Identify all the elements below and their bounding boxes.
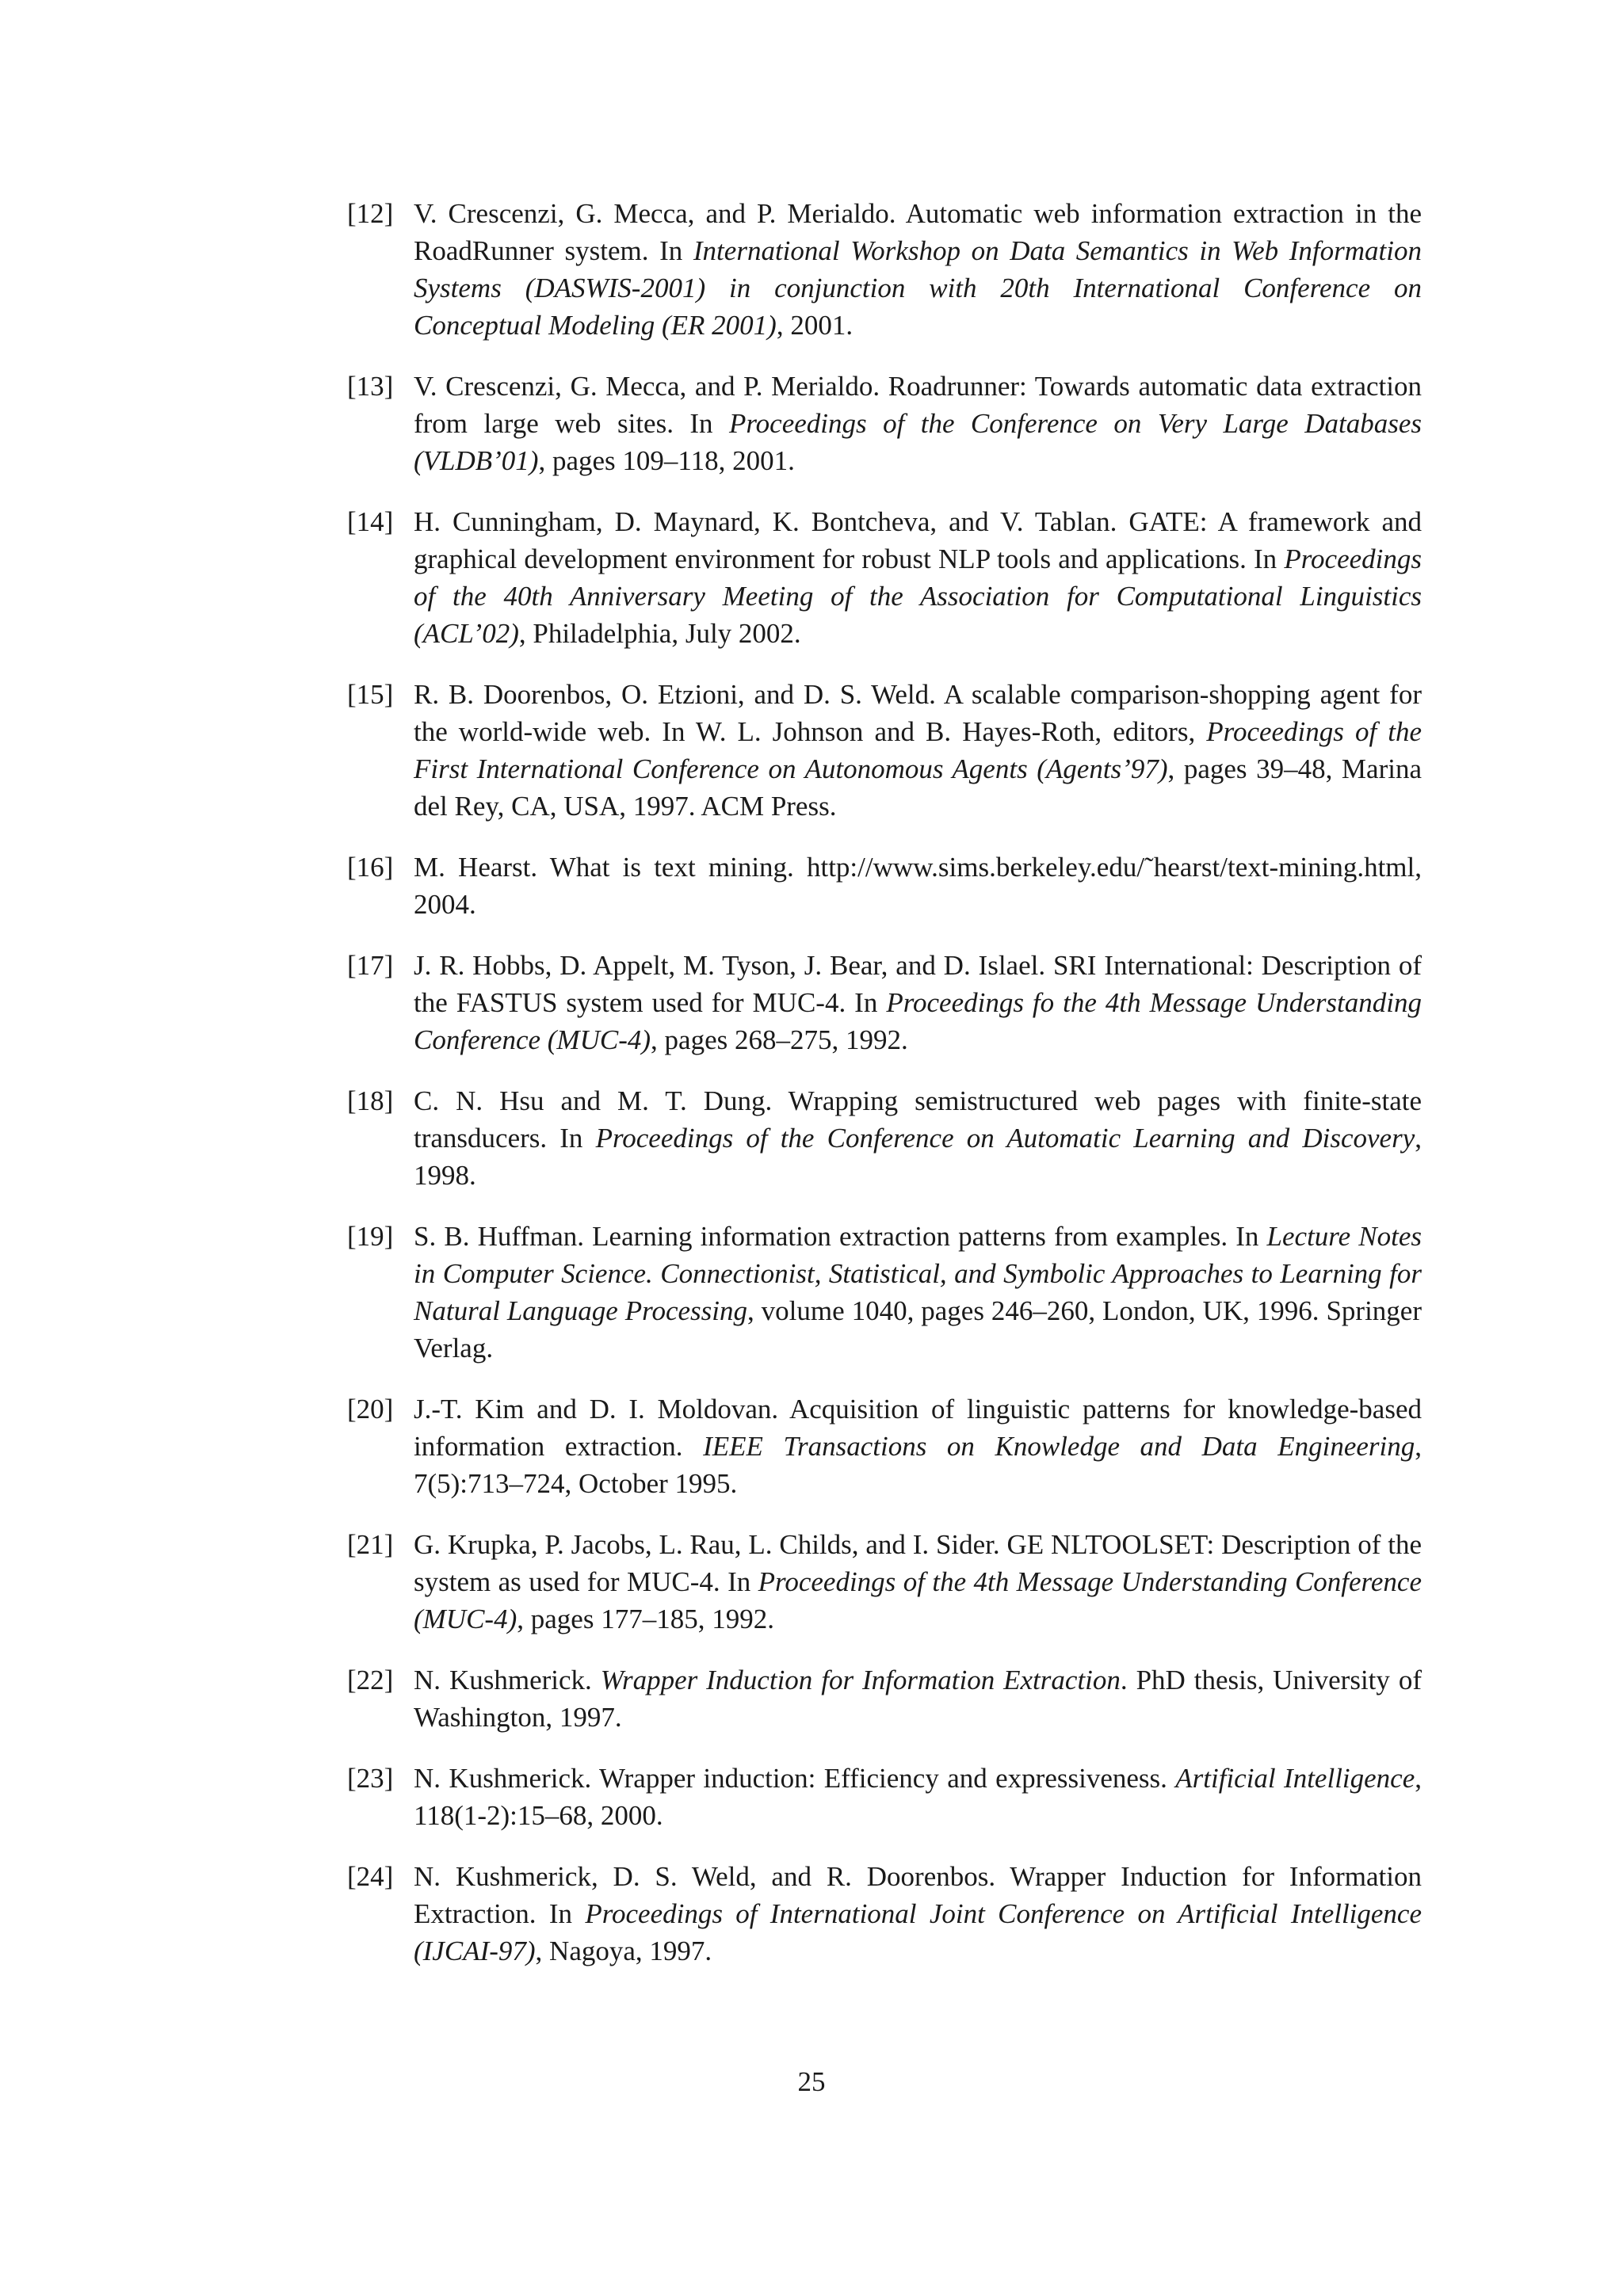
reference-segment: H. Cunningham, D. Maynard, K. Bontcheva, and V. Tablan. GATE: A framework and graphical development environment for robust NLP tools and applications. In: [414, 506, 1422, 574]
reference-segment: . PhD thesis, University of Washington, 1997.: [414, 1665, 1422, 1733]
reference-item: [347, 947, 1422, 1058]
reference-text: [414, 1082, 1422, 1194]
reference-segment: J.-T. Kim and D. I. Moldovan. Acquisition of linguistic patterns for knowledge-based information extraction.: [414, 1394, 1422, 1462]
reference-item: [347, 1082, 1422, 1194]
reference-number: [14]: [347, 506, 394, 537]
reference-segment: , 7(5):713–724, October 1995.: [414, 1431, 1422, 1499]
reference-segment: , 2001.: [776, 310, 854, 341]
reference-number: [24]: [347, 1861, 394, 1892]
reference-text: [414, 368, 1422, 479]
reference-text: [414, 676, 1422, 825]
reference-number: [17]: [347, 950, 394, 981]
reference-segment: V. Crescenzi, G. Mecca, and P. Merialdo. Automatic web information extraction in the RoadRunner system. In: [414, 198, 1422, 266]
reference-number: [20]: [347, 1394, 394, 1425]
reference-text: [414, 503, 1422, 652]
reference-item: [347, 368, 1422, 479]
reference-text: [414, 1390, 1422, 1502]
reference-italic-segment: IEEE Transactions on Knowledge and Data Engineering: [703, 1431, 1415, 1462]
reference-text: [414, 1526, 1422, 1638]
reference-item: [347, 1526, 1422, 1638]
reference-italic-segment: Proceedings of the Conference on Automatic Learning and Discovery: [595, 1123, 1415, 1154]
reference-italic-segment: Proceedings fo the 4th Message Understanding Conference (MUC-4): [414, 987, 1423, 1055]
reference-segment: , pages 39–48, Marina del Rey, CA, USA, 1997. ACM Press.: [414, 753, 1422, 822]
reference-segment: J. R. Hobbs, D. Appelt, M. Tyson, J. Bear, and D. Islael. SRI International: Description of the FASTUS system used for MUC-4. In: [414, 950, 1422, 1018]
page-number: 25: [797, 2066, 826, 2097]
reference-text: [414, 849, 1422, 923]
reference-italic-segment: Wrapper Induction for Information Extraction: [600, 1665, 1121, 1695]
reference-segment: , 118(1-2):15–68, 2000.: [414, 1763, 1422, 1831]
reference-segment: M. Hearst. What is text mining. http://www.sims.berkeley.edu/˜hearst/text-mining.html, 2004.: [414, 852, 1422, 920]
reference-segment: , pages 109–118, 2001.: [538, 445, 795, 476]
reference-number: [16]: [347, 852, 394, 883]
reference-item: [347, 195, 1422, 344]
reference-segment: , volume 1040, pages 246–260, London, UK, 1996. Springer Verlag.: [414, 1295, 1423, 1363]
reference-item: [347, 1760, 1422, 1834]
reference-segment: , 1998.: [414, 1123, 1422, 1191]
reference-item: [347, 676, 1422, 825]
reference-segment: , pages 268–275, 1992.: [651, 1024, 908, 1055]
reference-text: [414, 1858, 1422, 1970]
reference-number: [12]: [347, 198, 394, 229]
reference-italic-segment: Lecture Notes in Computer Science. Connectionist, Statistical, and Symbolic Approaches to Learning for Natural Language Processing: [414, 1221, 1423, 1326]
reference-italic-segment: Proceedings of the 40th Anniversary Meeting of the Association for Computational Linguistics (ACL’02): [414, 543, 1422, 649]
reference-number: [21]: [347, 1529, 394, 1560]
reference-number: [22]: [347, 1665, 394, 1695]
reference-item: [347, 503, 1422, 652]
reference-text: [414, 1218, 1422, 1367]
reference-segment: S. B. Huffman. Learning information extraction patterns from examples. In: [414, 1221, 1267, 1252]
reference-italic-segment: Proceedings of the First International Conference on Autonomous Agents (Agents’97): [414, 716, 1422, 784]
reference-segment: , Philadelphia, July 2002.: [518, 618, 801, 649]
reference-segment: , pages 177–185, 1992.: [517, 1604, 774, 1634]
reference-text: [414, 1661, 1422, 1736]
reference-segment: , Nagoya, 1997.: [535, 1936, 712, 1966]
reference-list: [347, 195, 1422, 1993]
reference-item: [347, 1858, 1422, 1970]
reference-italic-segment: Artificial Intelligence: [1175, 1763, 1415, 1794]
reference-text: [414, 195, 1422, 344]
reference-italic-segment: International Workshop on Data Semantics in Web Information Systems (DASWIS-2001) in conjunction with 20th International Conference on Conceptual Modeling (ER 2001): [414, 235, 1423, 341]
reference-number: [18]: [347, 1085, 394, 1116]
reference-segment: G. Krupka, P. Jacobs, L. Rau, L. Childs, and I. Sider. GE NLTOOLSET: Description of the system as used for MUC-4. In: [414, 1529, 1422, 1597]
reference-text: [414, 947, 1422, 1058]
reference-item: [347, 1390, 1422, 1502]
reference-segment: R. B. Doorenbos, O. Etzioni, and D. S. Weld. A scalable comparison-shopping agent for the world-wide web. In W. L. Johnson and B. Hayes-Roth, editors,: [414, 679, 1422, 747]
reference-item: [347, 849, 1422, 923]
reference-italic-segment: Proceedings of International Joint Conference on Artificial Intelligence (IJCAI-97): [414, 1898, 1423, 1966]
reference-text: [414, 1760, 1422, 1834]
reference-italic-segment: Proceedings of the 4th Message Understanding Conference (MUC-4): [414, 1566, 1422, 1634]
reference-segment: N. Kushmerick.: [414, 1665, 601, 1695]
reference-segment: N. Kushmerick. Wrapper induction: Efficiency and expressiveness.: [414, 1763, 1176, 1794]
reference-segment: V. Crescenzi, G. Mecca, and P. Merialdo. Roadrunner: Towards automatic data extraction from large web sites. In: [414, 371, 1422, 439]
reference-number: [19]: [347, 1221, 394, 1252]
reference-segment: N. Kushmerick, D. S. Weld, and R. Doorenbos. Wrapper Induction for Information Extraction. In: [414, 1861, 1422, 1929]
reference-number: [15]: [347, 679, 394, 710]
reference-italic-segment: Proceedings of the Conference on Very Large Databases (VLDB’01): [414, 408, 1422, 476]
reference-segment: C. N. Hsu and M. T. Dung. Wrapping semistructured web pages with finite-state transducers. In: [414, 1085, 1422, 1154]
reference-number: [23]: [347, 1763, 394, 1794]
reference-item: [347, 1218, 1422, 1367]
reference-number: [13]: [347, 371, 394, 402]
reference-item: [347, 1661, 1422, 1736]
